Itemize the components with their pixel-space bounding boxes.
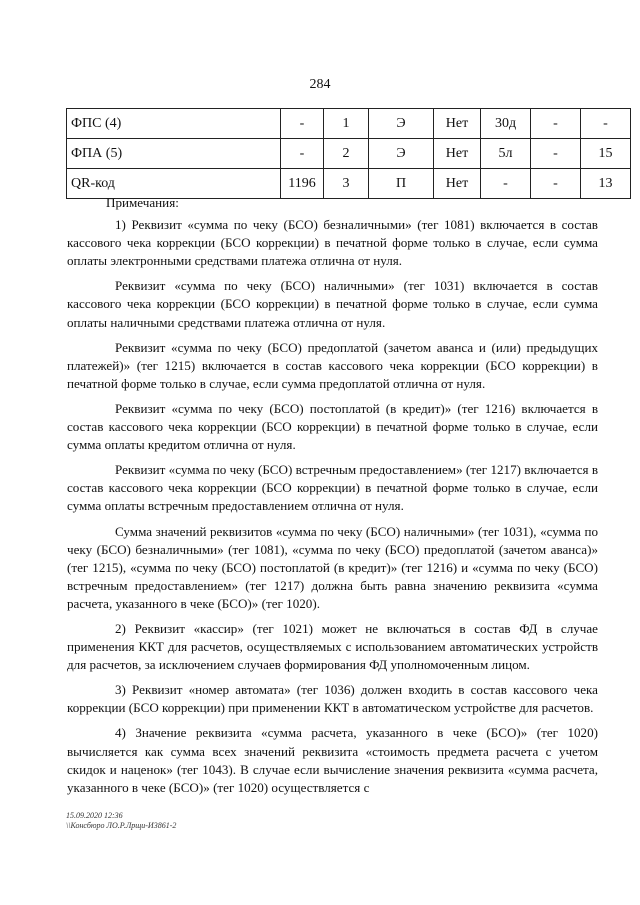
table-cell: 13 <box>581 169 631 199</box>
table-cell: Нет <box>434 169 481 199</box>
table-row <box>67 109 631 139</box>
table-cell: - <box>531 169 581 199</box>
table-cell-name: QR-код <box>67 169 281 199</box>
paragraph: Сумма значений реквизитов «сумма по чеку (БСО) наличными» (тег 1031), «сумма по чеку (БСО) безналичными» (тег 1081), «сумма по чеку (БСО) предоплатой (зачетом аванса)» (тег 1215), «сумма по чеку (БСО) постоплатой (в кредит)» (тег 1216) и «сумма по чеку (БСО) встречным предоставлением» (тег 1217) должна быть равна значению реквизита «сумма расчета, указанного в чеке (БСО)» (тег 1020). <box>67 523 598 611</box>
paragraph: Реквизит «сумма по чеку (БСО) наличными» (тег 1031) включается в состав кассового чека коррекции (БСО коррекции) в печатной форме только в случае, если сумма оплаты наличными средствами платежа отлична от нуля. <box>67 278 598 330</box>
table-cell: Нет <box>434 109 481 139</box>
table-cell: - <box>581 109 631 139</box>
table-cell: Нет <box>434 139 481 169</box>
table-row <box>67 139 631 169</box>
table-cell: Э <box>369 139 434 169</box>
table-cell: 30д <box>481 109 531 139</box>
requisites-table <box>66 108 631 199</box>
table-cell-name: ФПА (5) <box>67 139 281 169</box>
notes-body <box>67 194 598 797</box>
footer-doc-id: \\Консбюро ЛО.Р.Лрщи-И3861-2 <box>66 821 177 830</box>
table-cell: - <box>281 109 324 139</box>
paragraph: 3) Реквизит «номер автомата» (тег 1036) должен входить в состав кассового чека коррекции (БСО коррекции) при применении ККТ в автоматическом устройстве для расчетов. <box>67 682 598 716</box>
table-cell: Э <box>369 109 434 139</box>
table-cell-name: ФПС (4) <box>67 109 281 139</box>
table-cell: 15 <box>581 139 631 169</box>
paragraph: Реквизит «сумма по чеку (БСО) предоплатой (зачетом аванса и (или) предыдущих платежей)» (тег 1215) включается в состав кассового чека коррекции (БСО коррекции) в печатной форме только в случае, если сумма предоплатой отлична от нуля. <box>67 339 598 391</box>
table-cell: 1196 <box>281 169 324 199</box>
footer-timestamp: 15.09.2020 12:36 <box>66 811 123 820</box>
paragraph: 2) Реквизит «кассир» (тег 1021) может не включаться в состав ФД в случае применения ККТ для расчетов, осуществляемых с использованием автоматических устройств для расчетов, за исключением случаев формирования ФД уполномоченным лицом. <box>67 620 598 673</box>
table-cell: 3 <box>324 169 369 199</box>
table-cell: 1 <box>324 109 369 139</box>
table-cell: 2 <box>324 139 369 169</box>
table-cell: П <box>369 169 434 199</box>
paragraph: 1) Реквизит «сумма по чеку (БСО) безналичными» (тег 1081) включается в состав кассового чека коррекции (БСО коррекции) в печатной форме только в случае, если сумма оплаты электронными средствами платежа отлична от нуля. <box>67 217 598 269</box>
page-number: 284 <box>309 77 331 92</box>
table-cell: 5л <box>481 139 531 169</box>
paragraph: 4) Значение реквизита «сумма расчета, указанного в чеке (БСО)» (тег 1020) вычисляется как сумма всех значений реквизита «стоимость предмета расчета с учетом скидок и наценок» (тег 1043). В случае если вычисление значения реквизита «сумма расчета, указанного в чеке (БСО)» (тег 1020) осуществляется с <box>67 725 598 795</box>
paragraph: Реквизит «сумма по чеку (БСО) встречным предоставлением» (тег 1217) включается в состав кассового чека коррекции (БСО коррекции) в печатной форме только в случае, если сумма оплаты встречным предоставлением отлична от нуля. <box>67 462 599 514</box>
paragraph: Реквизит «сумма по чеку (БСО) постоплатой (в кредит)» (тег 1216) включается в состав кассового чека коррекции (БСО коррекции) в печатной форме только в случае, если сумма оплаты кредитом отлична от нуля. <box>67 400 598 453</box>
table-cell: - <box>481 169 531 199</box>
document-footer <box>66 811 176 831</box>
notes-title: Примечания: <box>106 195 179 210</box>
table-cell: - <box>281 139 324 169</box>
table-cell: - <box>531 139 581 169</box>
table-cell: - <box>531 109 581 139</box>
